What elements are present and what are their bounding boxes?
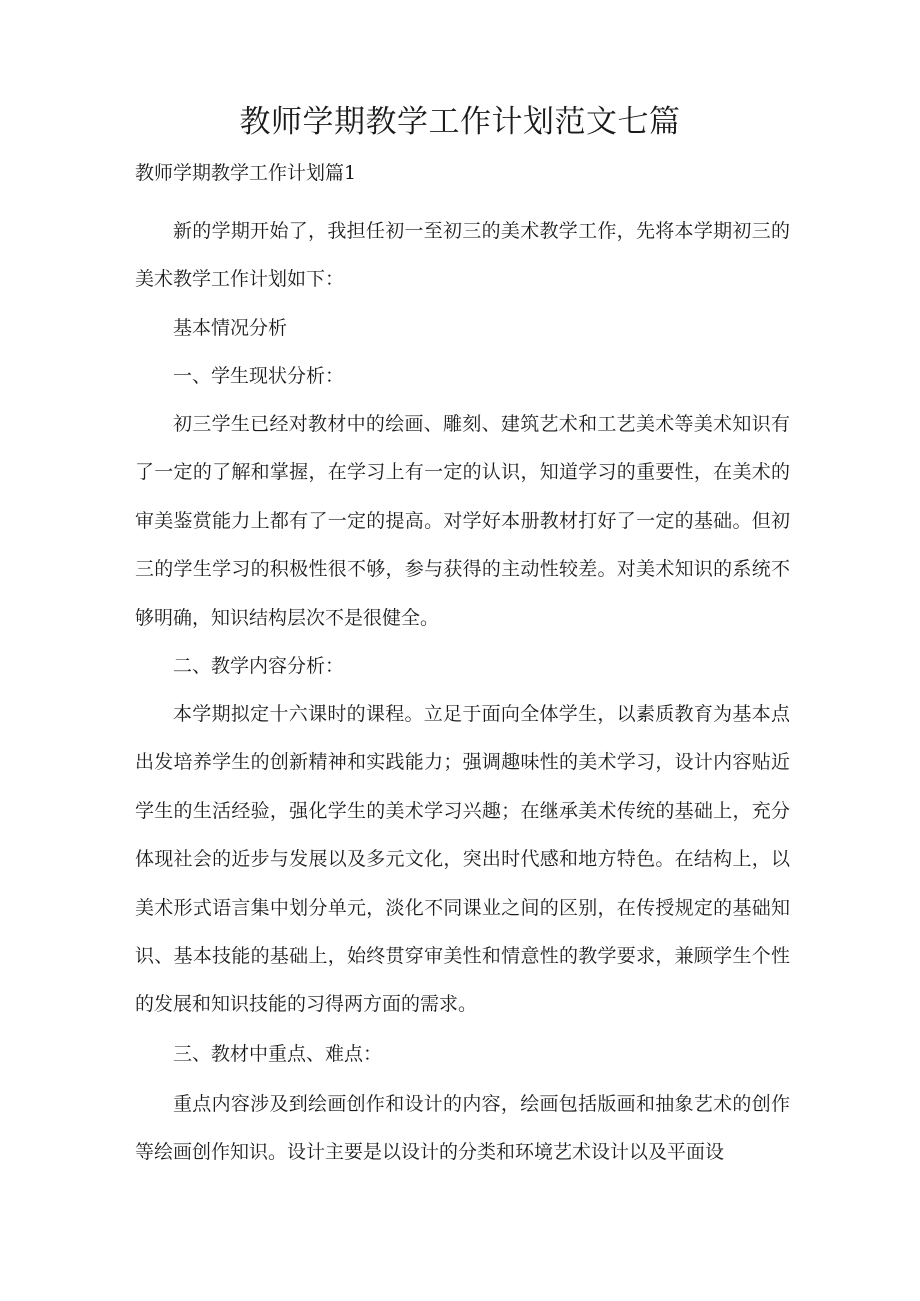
paragraph-intro: 新的学期开始了，我担任初一至初三的美术教学工作，先将本学期初三的美术教学工作计划如下： <box>135 220 790 291</box>
paragraph-content-analysis: 本学期拟定十六课时的课程。立足于面向全体学生，以素质教育为基本点出发培养学生的创新精神和实践能力；强调趣味性的美术学习，设计内容贴近学生的生活经验，强化学生的美术学习兴趣；在继承美术传统的基础上，充分体现社会的近步与发展以及多元文化，突出时代感和地方特色。在结构上，以美术形式语言集中划分单元，淡化不同课业之间的区别，在传授规定的基础知识、基本技能的基础上，始终贯穿审美性和情意性的教学要求，兼顾学生个性的发展和知识技能的习得两方面的需求。 <box>135 703 790 1016</box>
paragraph-student-status: 初三学生已经对教材中的绘画、雕刻、建筑艺术和工艺美术等美术知识有了一定的了解和掌握，在学习上有一定的认识，知道学习的重要性，在美术的审美鉴赏能力上都有了一定的提高。对学好本册教材打好了一定的基础。但初三的学生学习的积极性很不够，参与获得的主动性较差。对美术知识的系统不够明确，知识结构层次不是很健全。 <box>135 413 790 629</box>
paragraph-key-points: 重点内容涉及到绘画创作和设计的内容，绘画包括版画和抽象艺术的创作等绘画创作知识。设计主要是以设计的分类和环境艺术设计以及平面设 <box>135 1093 790 1164</box>
heading-content-analysis: 二、教学内容分析： <box>173 655 345 677</box>
heading-basic-analysis: 基本情况分析 <box>173 317 288 339</box>
section-title: 教师学期教学工作计划篇1 <box>135 162 357 184</box>
heading-student-status: 一、学生现状分析： <box>173 365 345 387</box>
document-title: 教师学期教学工作计划范文七篇 <box>239 104 681 140</box>
heading-key-points: 三、教材中重点、难点： <box>173 1043 383 1065</box>
